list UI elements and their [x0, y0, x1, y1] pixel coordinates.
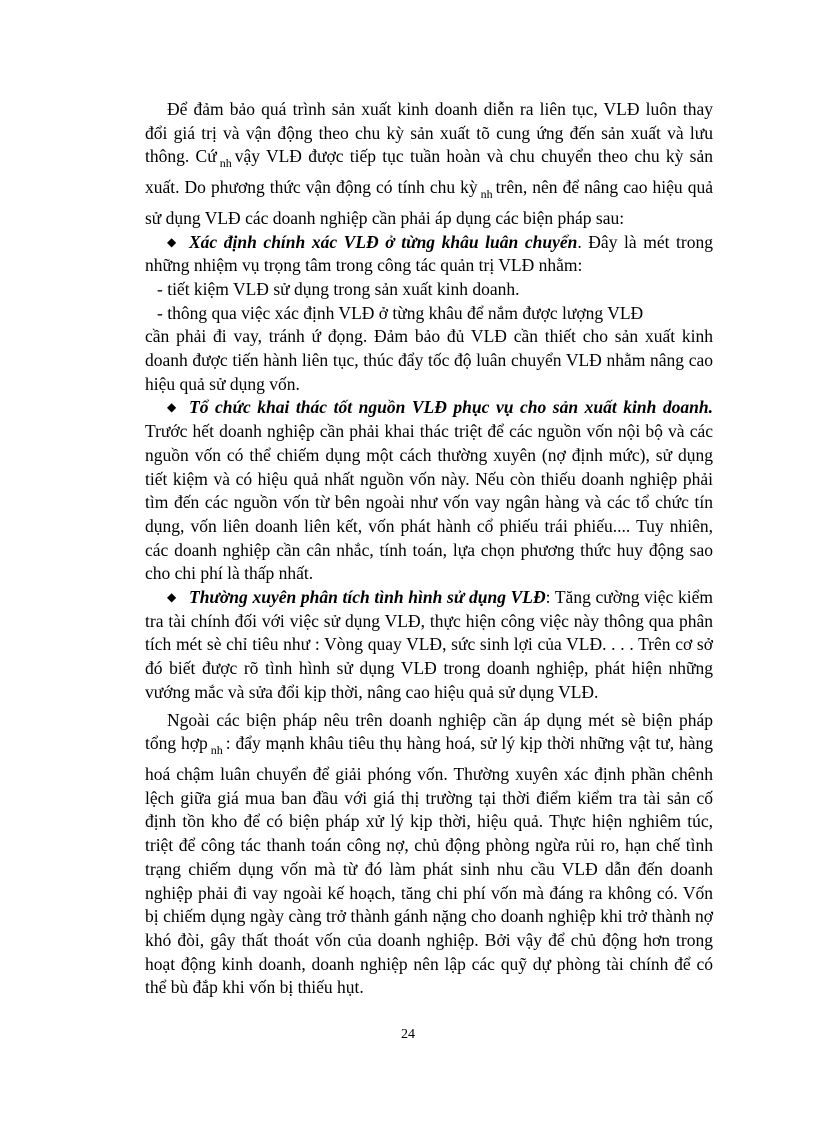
final-text-part-1: Ngoài các biện pháp nêu trên doanh nghiệp cần áp dụng mét sè biện pháp tổng hợp	[145, 709, 713, 754]
intro-subscript-2: nh	[480, 187, 493, 202]
diamond-bullet-icon: ◆	[167, 590, 177, 605]
dash-item-2-continued: cần phải đi vay, tránh ứ đọng. Đảm bảo đủ VLĐ cần thiết cho sản xuất kinh doanh được tiến hành liên tục, thúc đẩy tốc độ luân chuyển VLĐ nhằm nâng cao hiệu quả sử dụng vốn.	[145, 326, 713, 394]
dash-item-1: - tiết kiệm VLĐ sử dụng trong sản xuất kinh doanh.	[157, 278, 520, 299]
final-subscript: nh	[210, 743, 223, 758]
bullet-paragraph-3	[145, 586, 713, 705]
intro-text-part-3: trên, nên để nâng cao hiệu quả sử dụng VLĐ các doanh nghiệp cần phải áp dụng các biện pháp sau:	[145, 177, 713, 228]
final-text-part-2: : đẩy mạnh khâu tiêu thụ hàng hoá, sử lý kịp thời những vật tư, hàng hoá chậm luân chuyển để giải phóng vốn. Thường xuyên xác định phần chênh lệch giữa giá mua ban đầu với giá thị trường tại thời điểm kiểm tra tài sản cố định tồn kho để có biện pháp xử lý kịp thời, hiệu quả. Thực hiện nghiêm túc, triệt để công tác thanh toán công nợ, chủ động phòng ngừa rủi ro, hạn chế tình trạng chiếm dụng vốn mà từ đó làm phát sinh nhu cầu VLĐ dẫn đến doanh nghiệp phải đi vay ngoài kế hoạch, tăng chi phí vốn mà đáng ra không có. Vốn bị chiếm dụng ngày càng trở thành gánh nặng cho doanh nghiệp khi trở thành nợ khó đòi, gây thất thoát vốn của doanh nghiệp. Bởi vậy để chủ động hơn trong hoạt động kinh doanh, doanh nghiệp nên lập các quỹ dự phòng tài chính để có thể bù đắp khi vốn bị thiếu hụt.	[145, 733, 714, 998]
dash-item-2: - thông qua việc xác định VLĐ ở từng khâu để nắm được lượng VLĐ	[157, 302, 644, 323]
bullet-3-text: : Tăng cường việc kiểm tra tài chính đối với việc sử dụng VLĐ, thực hiện công việc này thông qua phân tích mét sè chỉ tiêu như : Vòng quay VLĐ, sức sinh lợi của VLĐ. . . . Trên cơ sở đó biết được rõ tình hình sử dụng VLĐ trong doanh nghiệp, phát hiện những vướng mắc và sửa đổi kịp thời, nâng cao hiệu quả sử dụng VLĐ.	[145, 587, 713, 702]
intro-text-part-2: vậy VLĐ được tiếp tục tuần hoàn và chu chuyển theo chu kỳ sản xuất. Do phương thức vận động có tính chu kỳ	[145, 146, 714, 198]
bullet-paragraph-2	[145, 396, 713, 586]
intro-subscript-1: nh	[219, 156, 232, 171]
bullet-3-heading: Thường xuyên phân tích tình hình sử dụng VLĐ	[189, 587, 546, 608]
bullet-2-heading: Tổ chức khai thác tốt nguồn VLĐ phục vụ cho sản xuất kinh doanh.	[189, 397, 713, 418]
diamond-bullet-icon: ◆	[167, 400, 177, 415]
final-paragraph	[145, 709, 713, 1000]
page-number: 24	[401, 1027, 415, 1042]
document-page	[145, 98, 713, 1000]
intro-text-part-1: Để đảm bảo quá trình sản xuất kinh doanh diễn ra liên tục, VLĐ luôn thay đổi giá trị và vận động theo chu kỳ sản xuất tõ cung ứng đến sản xuất và lưu thông. Cứ	[145, 99, 713, 167]
diamond-bullet-icon: ◆	[167, 234, 177, 249]
bullet-paragraph-1	[145, 231, 713, 278]
intro-paragraph	[145, 98, 713, 231]
bullet-2-text: Trước hết doanh nghiệp cần phải khai thác triệt để các nguồn vốn nội bộ và các nguồn vốn có thể chiếm dụng một cách thường xuyên (nợ định mức), sử dụng tiết kiệm và có hiệu quả nhất nguồn vốn này. Nếu còn thiếu doanh nghiệp phải tìm đến các nguồn vốn từ bên ngoài như vốn vay ngân hàng và các tổ chức tín dụng, vốn liên doanh liên kết, vốn phát hành cổ phiếu trái phiếu.... Tuy nhiên, các doanh nghiệp cần cân nhắc, tính toán, lựa chọn phương thức huy động sao cho chi phí là thấp nhất.	[145, 421, 713, 584]
bullet-1-text: . Đây là mét trong những nhiệm vụ trọng tâm trong công tác quản trị VLĐ nhằm:	[145, 231, 714, 276]
bullet-1-heading: Xác định chính xác VLĐ ở từng khâu luân chuyển	[189, 231, 578, 252]
